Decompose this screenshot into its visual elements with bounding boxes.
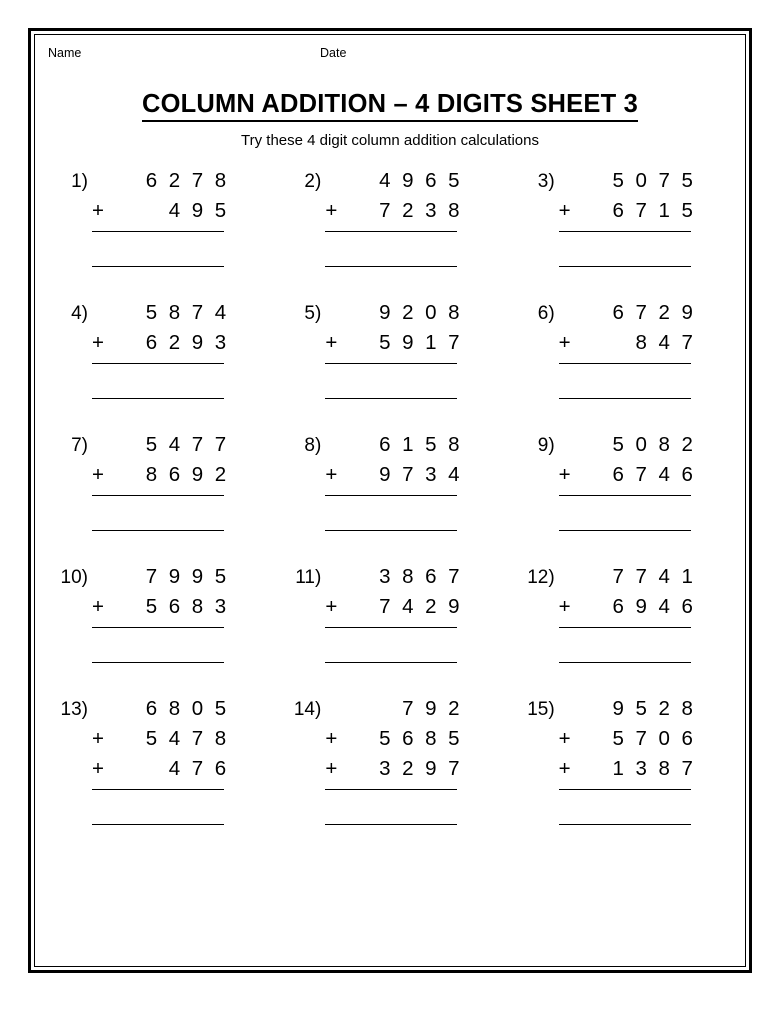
digit-group	[347, 463, 465, 487]
digit: 5	[379, 331, 391, 354]
operand-separator-line	[559, 363, 691, 364]
digit: 1	[612, 757, 624, 780]
calculation-row	[92, 697, 232, 727]
calculation-row	[559, 463, 699, 493]
digit-group	[114, 697, 232, 721]
calculation	[92, 169, 232, 267]
operator-symbol: +	[92, 331, 104, 354]
calculation-row	[92, 301, 232, 331]
digit: 7	[191, 433, 204, 456]
digit: 8	[168, 697, 181, 720]
digit: 8	[402, 565, 414, 588]
digit-group	[581, 595, 699, 619]
operand-separator-line	[559, 627, 691, 628]
digit: 7	[214, 433, 227, 456]
digit: 6	[214, 757, 227, 780]
digit: 2	[448, 697, 460, 720]
calculation-row	[325, 697, 465, 727]
digit: 8	[635, 331, 647, 354]
digit: 4	[402, 595, 414, 618]
digit-group	[114, 595, 232, 619]
digit-group	[347, 199, 465, 223]
calculation	[559, 697, 699, 825]
digit: 9	[402, 169, 414, 192]
digit: 0	[191, 697, 204, 720]
operand-separator-line	[559, 231, 691, 232]
digit: 8	[145, 463, 158, 486]
digit: 4	[448, 463, 460, 486]
digit: 2	[402, 301, 414, 324]
digit: 1	[425, 331, 437, 354]
problem-number: 8)	[304, 435, 322, 456]
operand-separator-line	[559, 495, 691, 496]
operand-separator-line	[325, 363, 457, 364]
calculation-row	[325, 331, 465, 361]
digit: 9	[191, 565, 204, 588]
problem-number: 2)	[304, 171, 322, 192]
digit: 5	[214, 199, 227, 222]
digit: 7	[635, 301, 647, 324]
digit: 1	[658, 199, 670, 222]
digit: 4	[658, 565, 670, 588]
digit: 4	[168, 199, 181, 222]
operator-symbol: +	[92, 757, 104, 780]
calculation-row	[325, 727, 465, 757]
calculation-row	[92, 433, 232, 463]
digit-group	[114, 169, 232, 193]
calculation-row	[92, 463, 232, 493]
problems-grid	[40, 169, 740, 823]
digit: 5	[145, 595, 158, 618]
calculation-row	[325, 169, 465, 199]
digit-group	[114, 433, 232, 457]
digit: 5	[214, 697, 227, 720]
answer-line[interactable]	[92, 530, 224, 531]
digit: 9	[425, 757, 437, 780]
digit: 7	[379, 595, 391, 618]
operator-symbol: +	[558, 331, 571, 354]
digit: 6	[168, 595, 181, 618]
problem-item	[507, 433, 740, 559]
digit: 6	[612, 463, 624, 486]
digit: 0	[635, 433, 647, 456]
digit: 2	[658, 697, 670, 720]
digit: 6	[379, 433, 391, 456]
calculation-row	[325, 301, 465, 331]
operator-symbol: +	[325, 595, 338, 618]
digit: 7	[681, 331, 693, 354]
operand-separator-line	[325, 627, 457, 628]
digit: 0	[425, 301, 437, 324]
digit: 5	[448, 727, 460, 750]
problem-item	[507, 301, 740, 427]
digit-group	[114, 565, 232, 589]
problem-item	[40, 697, 273, 823]
digit: 7	[635, 565, 647, 588]
problem-item	[273, 433, 506, 559]
problem-number: 14)	[293, 699, 322, 720]
digit: 7	[448, 565, 460, 588]
digit: 7	[191, 727, 204, 750]
digit-group	[581, 199, 699, 223]
digit: 9	[425, 697, 437, 720]
digit-group	[347, 169, 465, 193]
calculation-row	[92, 595, 232, 625]
digit-group	[347, 757, 465, 781]
worksheet-content	[40, 40, 740, 961]
calculation-row	[92, 169, 232, 199]
digit: 6	[612, 595, 624, 618]
digit: 5	[379, 727, 391, 750]
digit-group	[114, 301, 232, 325]
digit: 2	[168, 331, 181, 354]
calculation-row	[559, 595, 699, 625]
calculation-row	[92, 199, 232, 229]
digit: 8	[448, 199, 460, 222]
digit: 9	[612, 697, 624, 720]
digit: 9	[635, 595, 647, 618]
calculation-row	[559, 199, 699, 229]
operand-separator-line	[559, 789, 691, 790]
problem-number: 15)	[527, 699, 555, 720]
digit: 7	[635, 199, 647, 222]
digit: 0	[658, 727, 670, 750]
digit: 8	[168, 301, 181, 324]
digit: 9	[379, 463, 391, 486]
digit: 9	[448, 595, 460, 618]
calculation-row	[559, 565, 699, 595]
calculation-row	[559, 433, 699, 463]
digit-group	[114, 463, 232, 487]
page-subtitle: Try these 4 digit column addition calculations	[241, 132, 539, 149]
digit: 3	[214, 331, 227, 354]
calculation	[92, 301, 232, 399]
digit: 5	[635, 697, 647, 720]
operator-symbol: +	[558, 757, 571, 780]
digit: 7	[402, 697, 414, 720]
calculation-row	[559, 331, 699, 361]
answer-line[interactable]	[559, 662, 691, 663]
problem-number: 12)	[527, 567, 555, 588]
operator-symbol: +	[92, 463, 104, 486]
digit: 6	[681, 727, 693, 750]
digit: 7	[379, 199, 391, 222]
date-label: Date	[320, 46, 347, 60]
digit: 5	[425, 433, 437, 456]
digit: 6	[402, 727, 414, 750]
operator-symbol: +	[325, 727, 338, 750]
calculation	[92, 433, 232, 531]
digit: 6	[681, 463, 693, 486]
digit: 6	[145, 169, 158, 192]
problem-number: 6)	[537, 303, 555, 324]
calculation-row	[92, 331, 232, 361]
name-date-row	[40, 40, 740, 72]
problem-item	[507, 697, 740, 823]
digit-group	[347, 565, 465, 589]
calculation-row	[325, 433, 465, 463]
digit: 7	[145, 565, 158, 588]
operator-symbol: +	[325, 757, 338, 780]
calculation	[92, 697, 232, 825]
digit-group	[114, 757, 232, 781]
digit: 4	[168, 727, 181, 750]
digit: 3	[425, 199, 437, 222]
problem-item	[273, 565, 506, 691]
digit: 9	[191, 331, 204, 354]
answer-line[interactable]	[92, 824, 224, 825]
answer-line[interactable]	[325, 824, 457, 825]
calculation	[559, 433, 699, 531]
calculation-row	[559, 169, 699, 199]
digit: 9	[379, 301, 391, 324]
operator-symbol: +	[558, 463, 571, 486]
digit: 6	[425, 565, 437, 588]
digit: 5	[145, 301, 158, 324]
digit: 4	[658, 331, 670, 354]
operator-symbol: +	[558, 199, 571, 222]
digit: 5	[214, 565, 227, 588]
digit-group	[347, 301, 465, 325]
title-container	[40, 90, 740, 122]
digit: 5	[612, 169, 624, 192]
digit: 9	[191, 199, 204, 222]
digit: 7	[191, 169, 204, 192]
digit: 4	[658, 595, 670, 618]
problem-item	[273, 697, 506, 823]
digit: 1	[402, 433, 414, 456]
digit-group	[347, 433, 465, 457]
digit: 8	[658, 757, 670, 780]
digit: 2	[402, 757, 414, 780]
operator-symbol: +	[92, 727, 104, 750]
calculation-row	[325, 463, 465, 493]
problem-number: 13)	[60, 699, 88, 720]
digit: 7	[448, 757, 460, 780]
digit-group	[581, 757, 699, 781]
operator-symbol: +	[558, 595, 571, 618]
digit-group	[581, 433, 699, 457]
page-title: COLUMN ADDITION – 4 DIGITS SHEET 3	[142, 90, 638, 122]
digit	[140, 757, 163, 781]
problem-item	[273, 301, 506, 427]
digit: 4	[168, 757, 181, 780]
digit: 9	[681, 301, 693, 324]
operand-separator-line	[325, 231, 457, 232]
digit: 7	[681, 757, 693, 780]
problem-number: 10)	[60, 567, 88, 588]
calculation-row	[559, 301, 699, 331]
digit: 7	[635, 463, 647, 486]
calculation-row	[325, 595, 465, 625]
digit: 8	[448, 301, 460, 324]
digit: 5	[681, 169, 693, 192]
calculation	[325, 565, 465, 663]
answer-line[interactable]	[92, 266, 224, 267]
digit: 9	[402, 331, 414, 354]
digit: 9	[191, 463, 204, 486]
answer-line[interactable]	[325, 266, 457, 267]
calculation	[325, 301, 465, 399]
operator-symbol: +	[558, 727, 571, 750]
name-label: Name	[48, 46, 82, 60]
digit: 2	[681, 433, 693, 456]
digit: 3	[379, 757, 391, 780]
digit: 5	[145, 727, 158, 750]
digit: 7	[448, 331, 460, 354]
digit	[373, 697, 396, 721]
problem-number: 1)	[71, 171, 88, 192]
digit-group	[347, 697, 465, 721]
answer-line[interactable]	[325, 398, 457, 399]
calculation-row	[559, 757, 699, 787]
problem-number: 3)	[537, 171, 555, 192]
digit: 0	[635, 169, 647, 192]
digit: 7	[191, 301, 204, 324]
problem-item	[273, 169, 506, 295]
calculation	[325, 433, 465, 531]
digit: 8	[681, 697, 693, 720]
digit: 5	[681, 199, 693, 222]
digit: 4	[379, 169, 391, 192]
digit: 3	[635, 757, 647, 780]
digit: 3	[379, 565, 391, 588]
digit: 2	[658, 301, 670, 324]
problem-number: 7)	[71, 435, 88, 456]
digit: 6	[612, 301, 624, 324]
digit: 6	[168, 463, 181, 486]
calculation-row	[559, 697, 699, 727]
answer-line[interactable]	[559, 824, 691, 825]
calculation-row	[92, 727, 232, 757]
calculation-row	[559, 727, 699, 757]
digit-group	[347, 331, 465, 355]
digit-group	[114, 727, 232, 751]
digit: 5	[145, 433, 158, 456]
calculation	[325, 169, 465, 267]
operator-symbol: +	[325, 463, 338, 486]
operator-symbol: +	[325, 199, 338, 222]
calculation-row	[92, 565, 232, 595]
answer-line[interactable]	[92, 662, 224, 663]
digit-group	[581, 565, 699, 589]
digit: 2	[402, 199, 414, 222]
digit: 5	[612, 433, 624, 456]
answer-line[interactable]	[559, 266, 691, 267]
digit-group	[347, 595, 465, 619]
digit-group	[581, 301, 699, 325]
digit	[140, 199, 163, 223]
operand-separator-line	[92, 231, 224, 232]
digit-group	[581, 463, 699, 487]
problem-item	[40, 433, 273, 559]
operand-separator-line	[92, 627, 224, 628]
calculation	[92, 565, 232, 663]
problem-item	[40, 301, 273, 427]
digit: 9	[168, 565, 181, 588]
operand-separator-line	[92, 789, 224, 790]
operator-symbol: +	[92, 595, 104, 618]
digit: 7	[635, 727, 647, 750]
digit-group	[114, 331, 232, 355]
operand-separator-line	[92, 363, 224, 364]
operator-symbol: +	[92, 199, 104, 222]
digit: 8	[448, 433, 460, 456]
problem-item	[40, 169, 273, 295]
digit: 6	[145, 697, 158, 720]
digit: 7	[612, 565, 624, 588]
digit: 4	[168, 433, 181, 456]
calculation	[559, 169, 699, 267]
calculation	[559, 301, 699, 399]
digit: 2	[425, 595, 437, 618]
problem-number: 5)	[304, 303, 322, 324]
digit-group	[347, 727, 465, 751]
digit: 6	[145, 331, 158, 354]
digit: 2	[168, 169, 181, 192]
digit: 6	[612, 199, 624, 222]
operand-separator-line	[325, 789, 457, 790]
calculation	[325, 697, 465, 825]
digit: 8	[214, 727, 227, 750]
calculation	[559, 565, 699, 663]
digit-group	[581, 331, 699, 355]
digit: 1	[681, 565, 693, 588]
answer-line[interactable]	[325, 530, 457, 531]
problem-item	[507, 565, 740, 691]
calculation-row	[325, 757, 465, 787]
operand-separator-line	[325, 495, 457, 496]
digit-group	[581, 169, 699, 193]
calculation-row	[325, 565, 465, 595]
digit: 3	[214, 595, 227, 618]
problem-number: 4)	[71, 303, 88, 324]
digit: 8	[214, 169, 227, 192]
answer-line[interactable]	[559, 530, 691, 531]
digit: 8	[191, 595, 204, 618]
problem-number: 9)	[537, 435, 555, 456]
digit: 3	[425, 463, 437, 486]
digit-group	[114, 199, 232, 223]
operand-separator-line	[92, 495, 224, 496]
answer-line[interactable]	[325, 662, 457, 663]
problem-item	[40, 565, 273, 691]
digit: 6	[681, 595, 693, 618]
digit: 8	[425, 727, 437, 750]
digit: 5	[448, 169, 460, 192]
digit: 2	[214, 463, 227, 486]
problem-number: 11)	[295, 567, 322, 588]
digit: 6	[425, 169, 437, 192]
digit	[607, 331, 630, 355]
answer-line[interactable]	[559, 398, 691, 399]
answer-line[interactable]	[92, 398, 224, 399]
digit: 5	[612, 727, 624, 750]
digit: 7	[658, 169, 670, 192]
digit: 4	[658, 463, 670, 486]
digit: 4	[214, 301, 227, 324]
digit-group	[581, 727, 699, 751]
operator-symbol: +	[325, 331, 338, 354]
calculation-row	[325, 199, 465, 229]
problem-item	[507, 169, 740, 295]
digit: 7	[402, 463, 414, 486]
calculation-row	[92, 757, 232, 787]
digit: 7	[191, 757, 204, 780]
digit: 8	[658, 433, 670, 456]
digit-group	[581, 697, 699, 721]
